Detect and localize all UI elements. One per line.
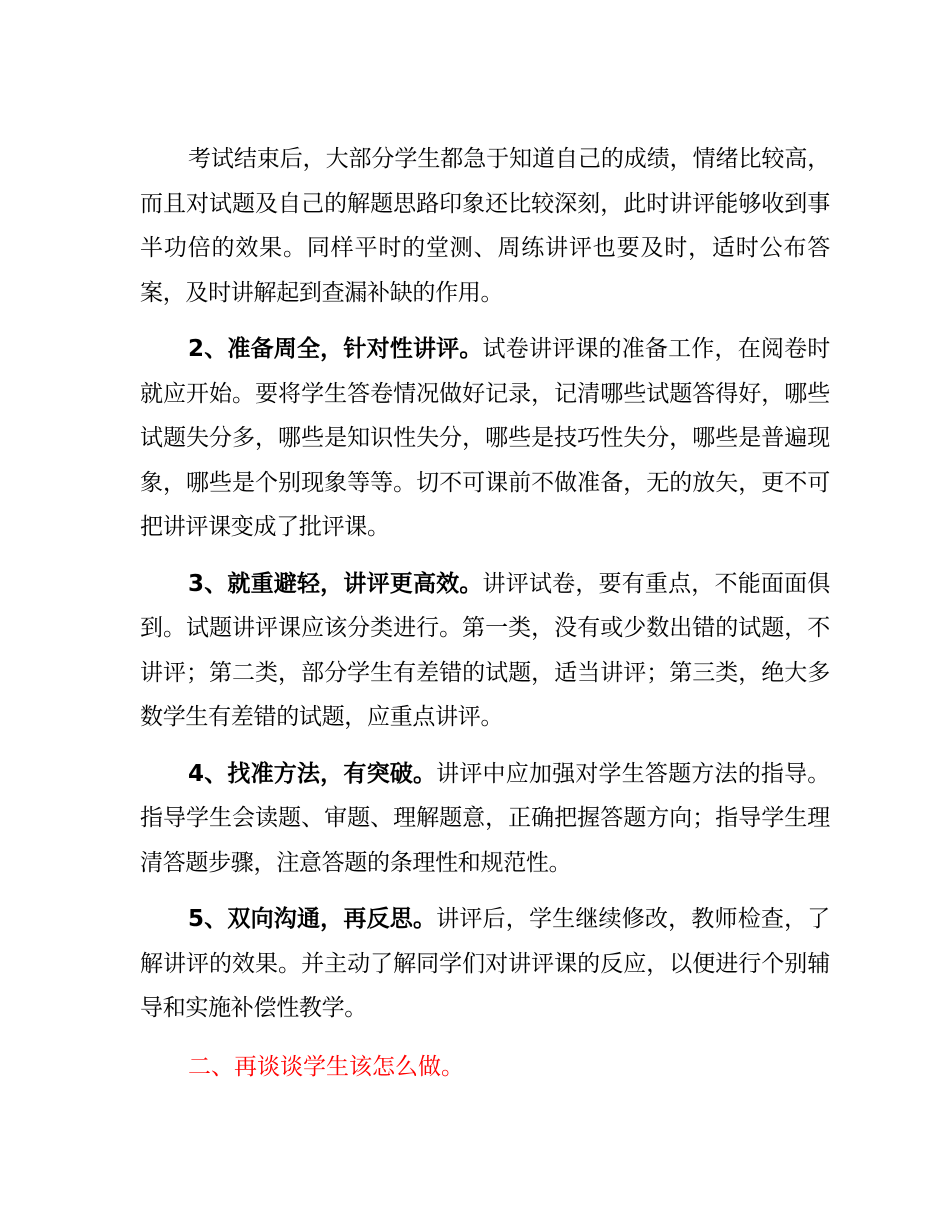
- intro-paragraph-text: 考试结束后，大部分学生都急于知道自己的成绩，情绪比较高，而且对试题及自己的解题思路印象还比较深刻，此时讲评能够收到事半功倍的效果。同样平时的堂测、周练讲评也要及时，适时公布答案，及时讲解起到查漏补缺的作用。: [140, 146, 830, 306]
- point-5-paragraph: [140, 897, 830, 1031]
- point-2-paragraph: [140, 327, 830, 550]
- intro-paragraph: [140, 137, 830, 315]
- point-2-body: 试卷讲评课的准备工作，在阅卷时就应开始。要将学生答卷情况做好记录，记清哪些试题答得好，哪些试题失分多，哪些是知识性失分，哪些是技巧性失分，哪些是普遍现象，哪些是个别现象等等。切不可课前不做准备，无的放矢，更不可把讲评课变成了批评课。: [140, 336, 830, 540]
- point-3-lead: 3、就重避轻，讲评更高效。: [188, 570, 483, 597]
- point-5-body: 讲评后，学生继续修改，教师检查，了解讲评的效果。并主动了解同学们对讲评课的反应，以便进行个别辅导和实施补偿性教学。: [140, 906, 830, 1021]
- point-3-paragraph: [140, 562, 830, 740]
- point-4-body: 讲评中应加强对学生答题方法的指导。指导学生会读题、审题、理解题意，正确把握答题方向；指导学生理清答题步骤，注意答题的条理性和规范性。: [140, 760, 830, 876]
- point-3-body: 讲评试卷，要有重点，不能面面俱到。试题讲评课应该分类进行。第一类，没有或少数出错的试题，不讲评；第二类，部分学生有差错的试题，适当讲评；第三类，绝大多数学生有差错的试题，应重点讲评。: [140, 570, 830, 730]
- point-4-paragraph: [140, 752, 830, 886]
- document-page: [140, 137, 830, 1089]
- point-5-lead: 5、双向沟通，再反思。: [188, 906, 437, 932]
- point-2-lead: 2、准备周全，针对性讲评。: [188, 336, 483, 362]
- section-heading: [140, 1045, 830, 1090]
- point-4-lead: 4、找准方法，有突破。: [188, 760, 437, 787]
- section-heading-text: 二、再谈谈学生该怎么做。: [188, 1053, 464, 1080]
